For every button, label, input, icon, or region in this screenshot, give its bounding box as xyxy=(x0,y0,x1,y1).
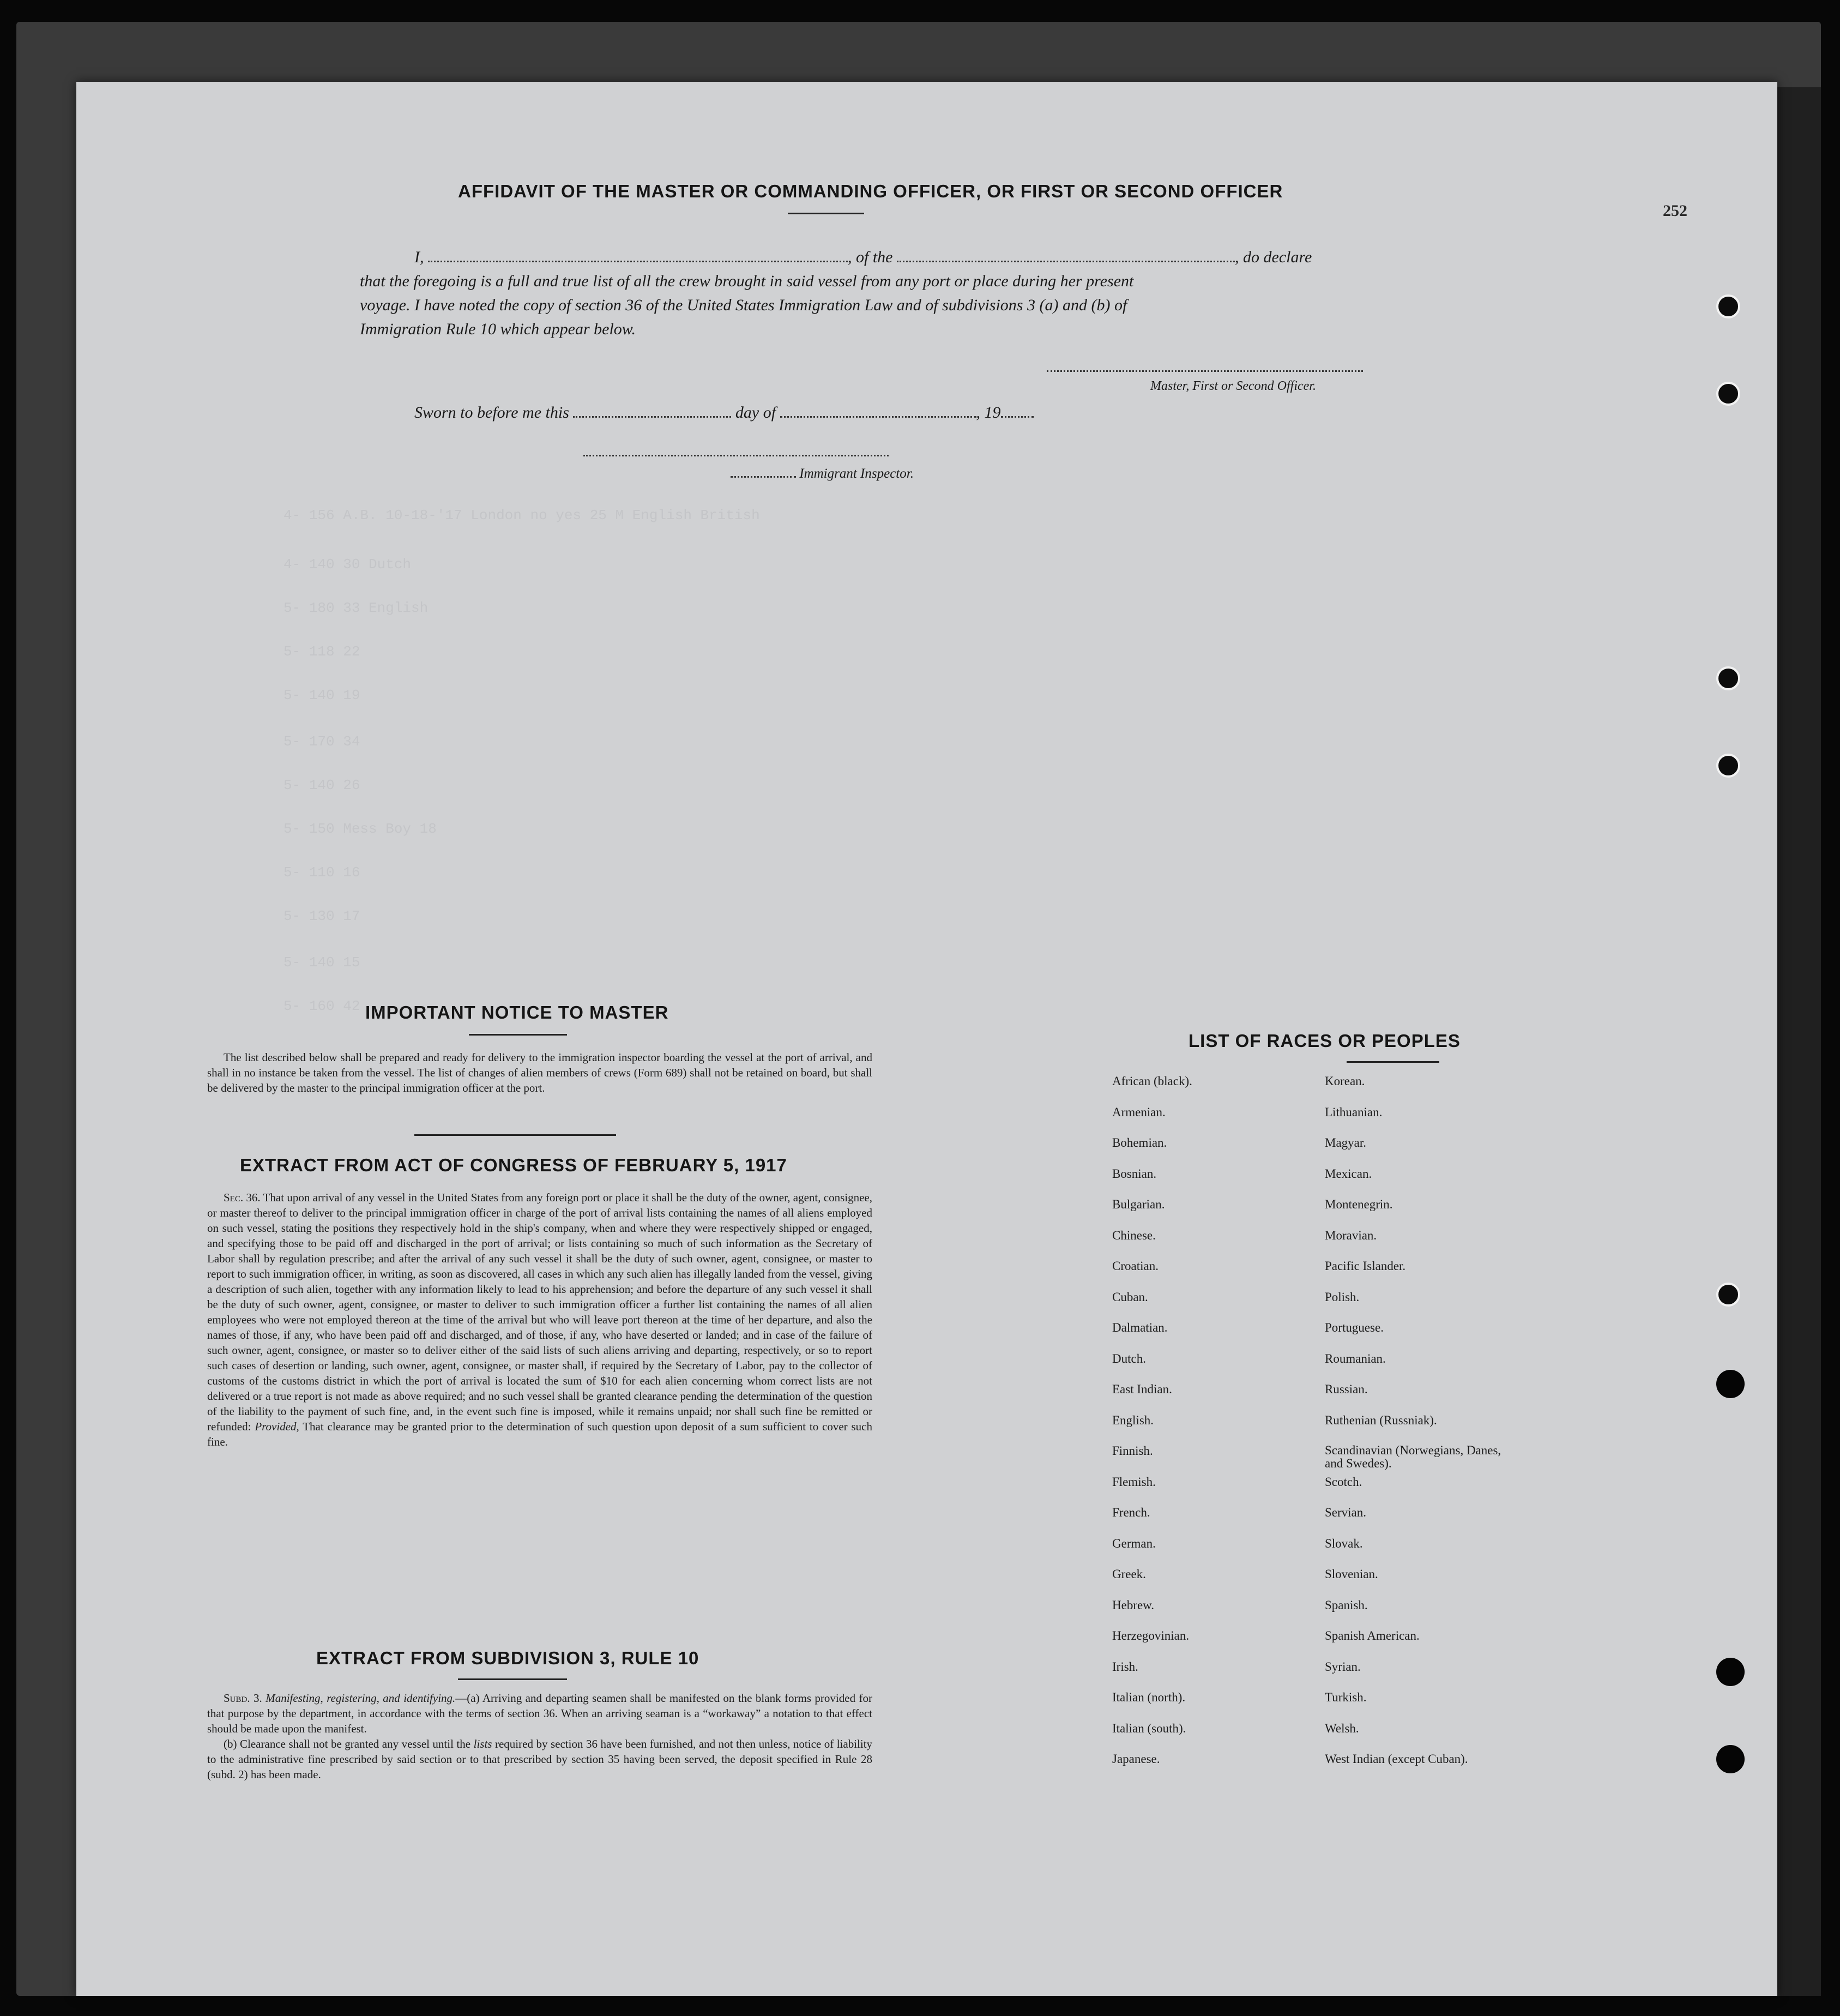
notice-divider xyxy=(469,1034,567,1036)
race-item: Syrian. xyxy=(1325,1659,1361,1674)
year-blank[interactable] xyxy=(1001,416,1034,418)
title-divider xyxy=(788,213,864,214)
inspector-label: Immigrant Inspector. xyxy=(799,466,914,481)
race-item: Scotch. xyxy=(1325,1475,1362,1489)
race-item: Chinese. xyxy=(1112,1228,1156,1242)
race-item: Servian. xyxy=(1325,1506,1367,1519)
month-blank[interactable] xyxy=(780,416,976,418)
race-item: Dalmatian. xyxy=(1112,1321,1168,1334)
notice-body: The list described below shall be prepared and ready for delivery to the immigration inspector boarding the vessel at the port of arrival, and shall in no instance be taken from the vessel. The list of changes of alien members of crews (Form 689) shall not be retained on board, but shall be delivered by the master to the principal immigration officer at the port. xyxy=(207,1051,872,1094)
race-item: Ruthenian (Russniak). xyxy=(1325,1413,1437,1427)
affidavit-line-3: voyage. I have noted the copy of section 36 of the United States Immigration Law and of subdivisions 3 (a) and (b) of xyxy=(360,296,1127,314)
race-item: Turkish. xyxy=(1325,1690,1367,1704)
race-item: Roumanian. xyxy=(1325,1351,1386,1365)
rule-body xyxy=(207,1690,872,1782)
race-item: Polish. xyxy=(1325,1290,1360,1304)
page-number: 252 xyxy=(1663,202,1687,220)
para-a-label: —(a) xyxy=(455,1692,480,1705)
race-item: Hebrew. xyxy=(1112,1598,1155,1612)
act-proviso-label: Provided, xyxy=(255,1420,299,1433)
race-item: Slovak. xyxy=(1325,1536,1363,1550)
race-item: Spanish. xyxy=(1325,1598,1368,1612)
name-blank[interactable] xyxy=(428,260,848,262)
race-item: Finnish. xyxy=(1112,1444,1153,1458)
act-proviso-text: That clearance may be granted prior to the determination of such question upon deposit of a sum sufficient to cover such fine. xyxy=(207,1420,873,1448)
inspector-line xyxy=(731,466,914,482)
race-item: Japanese. xyxy=(1112,1752,1160,1766)
document-page xyxy=(76,82,1777,1996)
sworn-label: Sworn to before me this xyxy=(414,404,569,422)
race-item: German. xyxy=(1112,1536,1156,1550)
notice-title: IMPORTANT NOTICE TO MASTER xyxy=(365,1002,669,1022)
race-item: Welsh. xyxy=(1325,1721,1359,1735)
day-blank[interactable] xyxy=(573,416,731,418)
race-item: Slovenian. xyxy=(1325,1567,1378,1581)
punch-hole xyxy=(1716,1745,1745,1773)
para-b-text-2: required by section 36 have been furnished, and not then unless, notice of liability to the administrative fine prescribed by said section or to that prescribed by section 35 having been served, the deposit specified in Rule 28 (subd. 2) has been made. xyxy=(207,1737,873,1781)
para-b-label: (b) xyxy=(224,1737,237,1750)
race-item: Italian (north). xyxy=(1112,1690,1186,1704)
para-b-lists: lists xyxy=(473,1737,492,1750)
act-body xyxy=(207,1190,872,1449)
binding-edge xyxy=(1777,87,1821,1996)
punch-hole xyxy=(1716,1658,1745,1686)
race-item: East Indian. xyxy=(1112,1382,1172,1396)
race-item: Montenegrin. xyxy=(1325,1197,1393,1211)
race-item: Croatian. xyxy=(1112,1259,1159,1273)
para-a-text: Arriving and departing seamen shall be manifested on the blank forms provided for that purpose by the department, in accordance with the terms of section 36. When an arriving seaman is a “workaway” a notation to that effect should be made upon the manifest. xyxy=(207,1692,872,1735)
race-item: Portuguese. xyxy=(1325,1321,1384,1334)
inspector-dots xyxy=(731,476,796,478)
race-item: Scandinavian (Norwegians, Danes, and Swedes). xyxy=(1325,1443,1501,1470)
affidavit-line-2: that the foregoing is a full and true list of all the crew brought in said vessel from any port or place during her present xyxy=(360,272,1134,290)
rule-divider xyxy=(458,1678,567,1680)
affidavit-title: AFFIDAVIT OF THE MASTER OR COMMANDING OFFICER, OR FIRST OR SECOND OFFICER xyxy=(458,181,1283,201)
race-item: West Indian (except Cuban). xyxy=(1325,1752,1468,1766)
races-title: LIST OF RACES OR PEOPLES xyxy=(1189,1031,1461,1051)
vessel-blank[interactable] xyxy=(897,260,1235,262)
punch-hole xyxy=(1716,294,1740,318)
rule-title: EXTRACT FROM SUBDIVISION 3, RULE 10 xyxy=(316,1648,699,1668)
affidavit-line-1 xyxy=(414,245,1312,269)
race-item: Lithuanian. xyxy=(1325,1105,1383,1119)
race-item: African (black). xyxy=(1112,1074,1192,1088)
race-item: Italian (south). xyxy=(1112,1721,1186,1735)
races-divider xyxy=(1347,1061,1439,1063)
affidavit-i: I, xyxy=(414,248,424,266)
punch-hole xyxy=(1716,1283,1740,1307)
race-item: Pacific Islander. xyxy=(1325,1259,1406,1273)
para-b-text-1: Clearance shall not be granted any vessel until the xyxy=(240,1737,471,1750)
race-item: Herzegovinian. xyxy=(1112,1629,1190,1642)
sworn-line xyxy=(414,401,1034,425)
race-item: English. xyxy=(1112,1413,1154,1427)
race-item: Bohemian. xyxy=(1112,1136,1167,1150)
inspector-signature-blank[interactable] xyxy=(583,454,889,456)
affidavit-declare: , do declare xyxy=(1235,248,1312,266)
bleed-through: 4- 156 A.B. 10-18-'17 London no yes 25 M English British 4- 140 30 Dutch 5- 180 33 English 5- 118 22 5- 140 19 5- 170 34 5- 140 26 5- 150 Mess Boy 18 5- 110 16 5- 130 17 5- 140 15 5- 160 42 xyxy=(283,507,760,1014)
subd-label: Subd. 3. xyxy=(224,1692,262,1705)
act-section-text: That upon arrival of any vessel in the United States from any foreign port or place it shall be the duty of the owner, agent, consignee, or master thereof to deliver to the principal immigration officer in charge of the port of arrival lists containing the names of all aliens employed on such vessel, stating the positions they respectively hold in the ship's company, when and where they were respectively shipped or engaged, and specifying those to be paid off and discharged in the port of arrival; or lists containing so much of such information as the Secretary of Labor shall by regulation prescribe; and after the arrival of any such vessel it shall be the duty of such owner, agent, consignee, or master to report to such immigration officer, in writing, as soon as discovered, all cases in which any such alien has illegally landed from the vessel, giving a description of such alien, together with any information likely to lead to his apprehension; and before the departure of any such vessel it shall be the duty of such owner, agent, consignee, or master to deliver to such immigration officer a further list containing the names of all alien employees who were not employed thereon at the time of the arrival but who will leave port thereon at the time of her departure, and also the names of those, if any, who have been paid off and discharged, and of those, if any, who have deserted or landed; and in case of the failure of such owner, agent, consignee, or master so to deliver either of the said lists of such aliens arriving and departing, respectively, or so to report such cases of desertion or landing, such owner, agent, consignee, or master shall, if required by the Secretary of Labor, pay to the collector of customs of the customs district in which the port of arrival is located the sum of $10 for each alien concerning whom correct lists are not delivered or a true report is not made as above required; and no such vessel shall be granted clearance pending the determination of the question of the liability to the payment of such fine, and, in the event such fine is imposed, while it remains unpaid; nor shall such fine be remitted or refunded: xyxy=(207,1191,872,1433)
race-item: French. xyxy=(1112,1506,1150,1519)
punch-hole xyxy=(1716,382,1740,406)
punch-hole xyxy=(1716,666,1740,690)
day-of-label: day of xyxy=(735,404,776,422)
race-item: Greek. xyxy=(1112,1567,1146,1581)
act-section-label: Sec. 36. xyxy=(224,1191,261,1204)
master-label: Master, First or Second Officer. xyxy=(1150,379,1316,393)
race-item: Armenian. xyxy=(1112,1105,1166,1119)
races-list xyxy=(1112,1074,1548,1881)
race-item: Bulgarian. xyxy=(1112,1197,1165,1211)
race-item: Russian. xyxy=(1325,1382,1368,1396)
punch-hole xyxy=(1716,1370,1745,1398)
race-item: Bosnian. xyxy=(1112,1166,1157,1181)
race-item: Spanish American. xyxy=(1325,1629,1420,1642)
race-item: Dutch. xyxy=(1112,1351,1146,1365)
subd-heading: Manifesting, registering, and identifying. xyxy=(266,1692,456,1705)
affidavit-line-4: Immigration Rule 10 which appear below. xyxy=(360,320,636,338)
race-item: Magyar. xyxy=(1325,1136,1367,1150)
act-title: EXTRACT FROM ACT OF CONGRESS OF FEBRUARY 5, 1917 xyxy=(240,1155,787,1175)
race-item: Irish. xyxy=(1112,1659,1138,1674)
race-item: Moravian. xyxy=(1325,1228,1377,1242)
race-item: Flemish. xyxy=(1112,1475,1156,1489)
race-item: Korean. xyxy=(1325,1074,1365,1088)
punch-hole xyxy=(1716,754,1740,778)
notice-bottom-rule xyxy=(414,1134,616,1136)
year-label: , 19 xyxy=(976,404,1001,422)
race-item: Cuban. xyxy=(1112,1290,1148,1304)
race-item: Mexican. xyxy=(1325,1166,1372,1181)
master-signature-blank[interactable] xyxy=(1047,370,1363,372)
affidavit-of-the: , of the xyxy=(848,248,893,266)
